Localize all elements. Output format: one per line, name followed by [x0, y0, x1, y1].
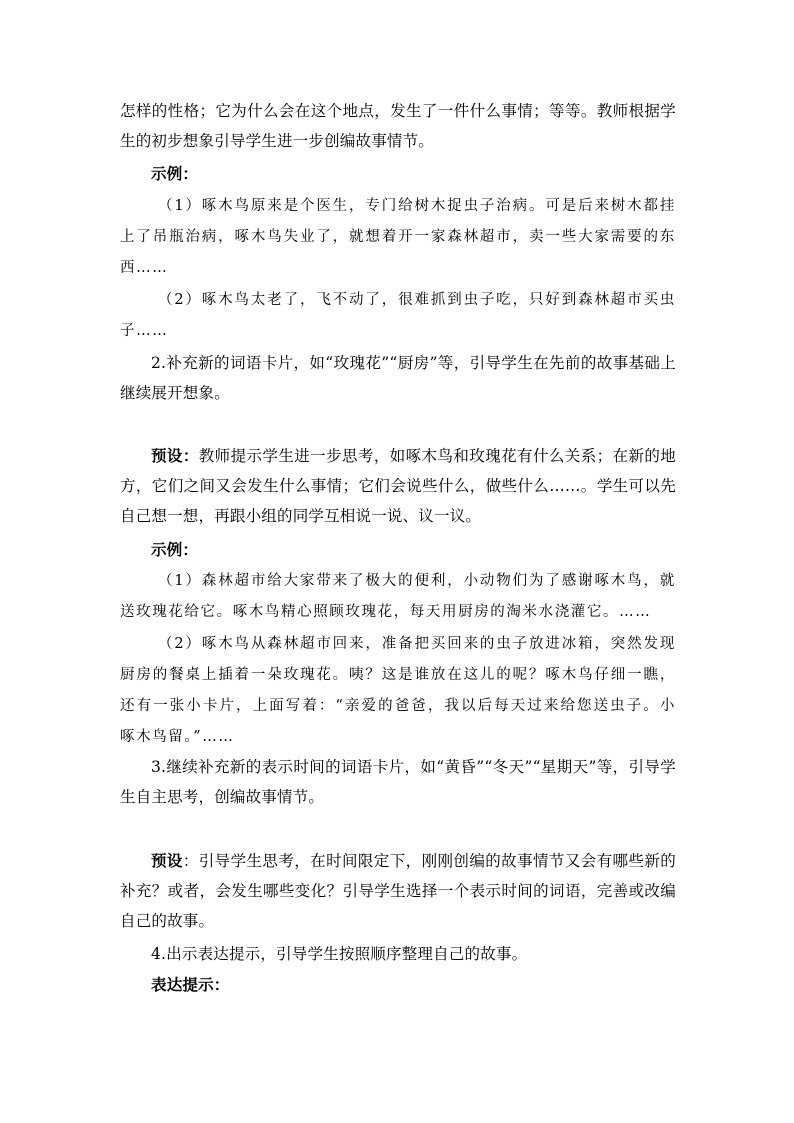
preset-paragraph-2	[120, 846, 676, 936]
example-1: （1）啄木鸟原来是个医生，专门给树木捉虫子治病。可是后来树木都挂上了吊瓶治病，啄木鸟失业了，就想着开一家森林超市，卖一些大家需要的东西……	[120, 198, 676, 276]
step-2: 2.补充新的词语卡片，如“玫瑰花”“厨房”等，引导学生在先前的故事基础上继续展开想象。	[120, 354, 676, 402]
preset-text: 教师提示学生进一步思考，如啄木鸟和玫瑰花有什么关系；在新的地方，它们之间又会发生什么事情；它们会说些什么，做些什么……。学生可以先自己想一想，再跟小组的同学互相说一说、议一议。	[120, 447, 676, 525]
example-4: （2）啄木鸟从森林超市回来，准备把买回来的虫子放进冰箱，突然发现厨房的餐桌上插着一朵玫瑰花。咦？这是谁放在这儿的呢？啄木鸟仔细一瞧，还有一张小卡片，上面写着：“亲爱的爸爸，我以后每天过来给您送虫子。小啄木鸟留。”……	[120, 636, 676, 745]
step-4: 4.出示表达提示，引导学生按照顺序整理自己的故事。	[151, 945, 528, 963]
example-2: （2）啄木鸟太老了，飞不动了，很难抓到虫子吃，只好到森林超市买虫子……	[120, 292, 676, 339]
preset-text-2: ：引导学生思考，在时间限定下，刚刚创编的故事情节又会有哪些新的补充？或者，会发生哪些变化？引导学生选择一个表示时间的词语，完善或改编自己的故事。	[120, 852, 677, 930]
hint-label: 表达提示：	[151, 975, 230, 994]
preset-label-2: 预设	[151, 851, 183, 870]
step-3: 3.继续补充新的表示时间的词语卡片，如“黄昏”“冬天”“星期天”等，引导学生自主思考，创编故事情节。	[120, 758, 676, 806]
example-label-2: 示例：	[151, 540, 199, 559]
preset-label: 预设：	[151, 446, 199, 465]
preset-paragraph-1	[120, 441, 676, 531]
paragraph-intro: 怎样的性格；它为什么会在这个地点，发生了一件什么事情；等等。教师根据学生的初步想象引导学生进一步创编故事情节。	[120, 102, 676, 150]
example-label: 示例：	[151, 164, 199, 183]
example-3: （1）森林超市给大家带来了极大的便利，小动物们为了感谢啄木鸟，就送玫瑰花给它。啄木鸟精心照顾玫瑰花，每天用厨房的淘米水浇灌它。……	[120, 573, 676, 620]
